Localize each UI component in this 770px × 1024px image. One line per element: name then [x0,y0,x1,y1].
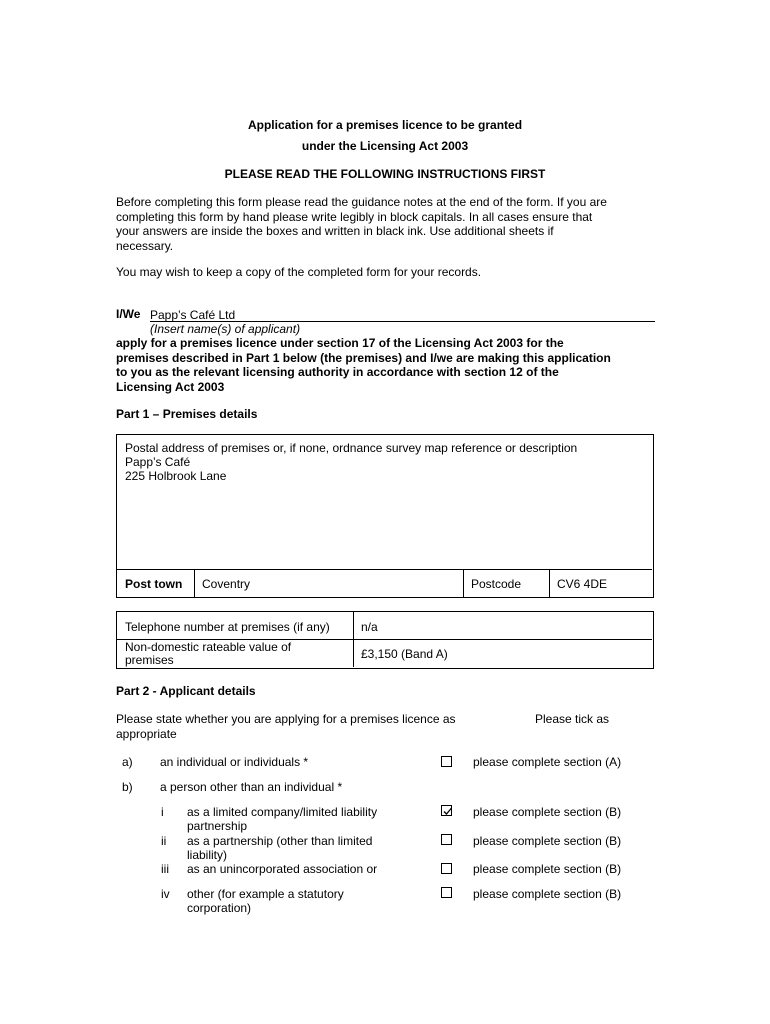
rateable-label-line: Non-domestic rateable value of [125,640,292,654]
partnership-checkbox[interactable] [441,834,452,845]
option-label-line: corporation) [187,901,252,915]
unincorporated-association-checkbox[interactable] [441,863,452,874]
option-action: please complete section (B) [473,887,622,901]
option-label-line: as a limited company/limited liability [187,805,378,819]
address-line: 225 Holbrook Lane [125,469,227,483]
application-statement [116,336,656,394]
applicant-name-value: Papp’s Café Ltd [150,308,236,322]
premises-contact-table [116,611,654,669]
rateable-label [125,641,291,667]
intro-line: completing this form by hand please write legibly in block capitals. In all cases ensure that [116,209,593,224]
option-action: please complete section (B) [473,862,622,876]
rateable-value-field[interactable]: £3,150 (Band A) [361,647,448,661]
option-marker: a) [122,755,133,769]
form-title-line2: under the Licensing Act 2003 [301,139,469,153]
option-label [187,834,372,862]
applicant-name-hint: (Insert name(s) of applicant) [150,322,301,336]
part1-heading: Part 1 – Premises details [116,407,258,421]
intro-paragraph [116,195,656,253]
address-field[interactable] [125,441,577,483]
option-marker: iv [161,887,170,901]
postcode-field[interactable]: CV6 4DE [557,577,608,591]
statement-line: apply for a premises licence under section 17 of the Licensing Act 2003 for the [116,336,564,350]
option-label-line: other (for example a statutory [187,887,344,901]
option-action: please complete section (A) [473,755,622,769]
option-label-line: as a partnership (other than limited [187,834,373,848]
telephone-field[interactable]: n/a [361,620,378,634]
instructions-heading: PLEASE READ THE FOLLOWING INSTRUCTIONS FIRST [224,167,546,181]
option-action: please complete section (B) [473,834,622,848]
checkmark-icon [442,806,453,817]
part2-heading: Part 2 - Applicant details [116,684,256,698]
applicant-type-question [116,712,456,742]
individual-checkbox[interactable] [441,756,452,767]
post-town-label: Post town [125,577,183,591]
statement-line: to you as the relevant licensing authority in accordance with section 12 of the [116,365,559,379]
applicant-name-field[interactable] [150,308,655,322]
statement-line: Licensing Act 2003 [116,379,225,394]
telephone-label: Telephone number at premises (if any) [125,620,330,634]
option-marker: i [161,805,164,819]
option-label: a person other than an individual * [160,780,343,794]
post-town-field[interactable]: Coventry [202,577,251,591]
postcode-label: Postcode [471,577,522,591]
records-note: You may wish to keep a copy of the completed form for your records. [116,265,482,279]
option-label-line: liability) [187,848,228,862]
option-label: as an unincorporated association or [187,862,378,876]
address-line: Papp’s Café [125,455,191,469]
intro-line: Before completing this form please read the guidance notes at the end of the form. If you are [116,195,607,209]
option-marker: b) [122,780,133,794]
applicant-label: I/We [116,307,141,321]
address-label: Postal address of premises or, if none, ordnance survey map reference or description [125,441,578,455]
rateable-label-line: premises [125,653,174,667]
option-marker: ii [161,834,167,848]
intro-line: necessary. [116,238,174,253]
tick-hint: Please tick as [535,712,610,726]
limited-company-checkbox[interactable] [441,805,452,816]
option-marker: iii [161,862,169,876]
other-checkbox[interactable] [441,887,452,898]
option-action: please complete section (B) [473,805,622,819]
option-label: an individual or individuals * [160,755,309,769]
question-line: appropriate [116,727,177,741]
option-label-line: partnership [187,819,248,833]
statement-line: premises described in Part 1 below (the premises) and I/we are making this application [116,350,611,365]
option-label [187,805,377,833]
option-label [187,887,344,915]
premises-address-box [116,434,654,598]
form-title-line1: Application for a premises licence to be granted [247,118,523,132]
intro-line: your answers are inside the boxes and written in black ink. Use additional sheets if [116,224,554,238]
question-line: Please state whether you are applying for a premises licence as [116,712,456,726]
